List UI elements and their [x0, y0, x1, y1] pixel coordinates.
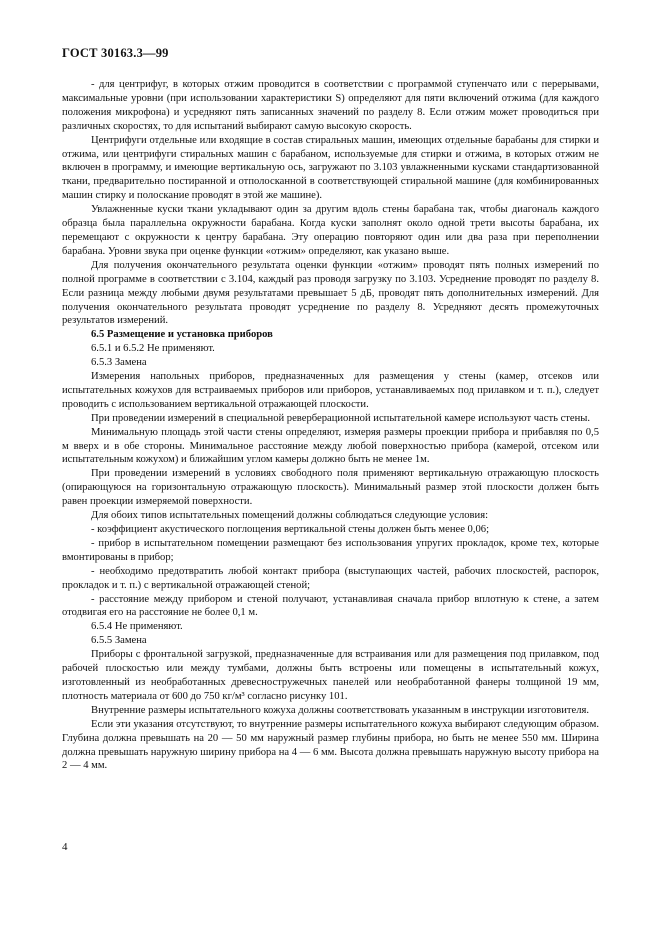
subsection-heading: 6.5.5 Замена — [91, 635, 147, 647]
paragraph: 6.5.1 и 6.5.2 Не применяют. — [91, 343, 215, 355]
paragraph: При проведении измерений в условиях свободного поля применяют вертикальную отражающую плоскость (опирающуюся на горизонтальную отражающую плоскость). Минимальный размер этой плоскости должен быть равен проекции измеряемой поверхности. — [62, 468, 599, 508]
list-item: - необходимо предотвратить любой контакт прибора (выступающих частей, рабочих плоскостей, распорок, прокладок и т. п.) с вертикальной отражающей стеной; — [62, 565, 599, 591]
paragraph: Внутренние размеры испытательного кожуха должны соответствовать указанным в инструкции изготовителя. — [91, 704, 590, 716]
list-item: - коэффициент акустического поглощения вертикальной стены должен быть менее 0,06; — [91, 524, 490, 535]
list-item: - прибор в испытательном помещении размещают без использования упругих прокладок, кроме тех, которые вмонтированы в прибор; — [62, 537, 599, 563]
paragraph: Увлажненные куски ткани укладывают один за другим вдоль стены барабана так, чтобы диагональ каждого образца была параллельна окружности барабана. Когда куски заполнят около одной трети высоты барабана, их перемещают с окружности к центру барабана. Эту операцию повторяют один или два раза при переполнении барабана. Уровни звука при оценке функции «отжим» определяют, как указано выше. — [62, 204, 599, 257]
paragraph: Если эти указания отсутствуют, то внутренние размеры испытательного кожуха выбирают следующим образом. Глубина должна превышать на 20 — 50 мм наружный размер глубины прибора, но быть не менее 550 мм. Ширина должна превышать наружную ширину прибора на 4 — 6 мм. Высота должна превышать наружную высоту прибора на 2 — 4 мм. — [62, 718, 599, 772]
paragraph: Измерения напольных приборов, предназначенных для размещения у стены (камер, отсеков или испытательных кожухов для встраиваемых приборов или приборов, устанавливаемых под прилавком и т. п.), следует проводить с использованием вертикальной отражающей плоскости. — [62, 371, 599, 410]
paragraph: Приборы с фронтальной загрузкой, предназначенные для встраивания или для размещения под прилавком, под рабочей плоскостью или между тумбами, должны быть встроены или помещены в испытательный кожух, изготовленный из необработанных древесностружечных панелей или необработанной фанеры толщиной 19 мм, плотность материала от 600 до 750 кг/м³ согласно рисунку 101. — [62, 649, 599, 702]
subsection-heading: 6.5.4 Не применяют. — [91, 621, 183, 633]
document-header: ГОСТ 30163.3—99 — [62, 46, 169, 60]
page-number: 4 — [62, 841, 68, 853]
paragraph: Минимальную площадь этой части стены определяют, измеряя размеры проекции прибора и прибавляя по 0,5 м вверх и в обе стороны. Минимальное расстояние между любой поверхностью прибора (камерой, отсеком или испытательным кожухом) и ближайшим углом камеры должно быть не менее 1м. — [62, 426, 599, 466]
paragraph: Центрифуги отдельные или входящие в состав стиральных машин, имеющих отдельные барабаны для стирки и отжима, или центрифуги стиральных машин с барабаном, используемые для стирки и отжима, в которых отжим не включен в программу, и имеющие вертикальную ось, загружают по 3.103 увлажненными кусками стандартизованной ткани, предварительно постиранной и отполосканной в соответствующей стиральной машине (для комбинированных машин стирку и полоскание проводят в этой же машине). — [62, 134, 599, 202]
paragraph: - для центрифуг, в которых отжим проводится в соответствии с программой ступенчато или с перерывами, максимальные уровни (при использовании характеристики S) определяют для пяти включений отжима (для каждого положения микрофона) и усредняют пять записанных значений по разделу 8. Если отжим может проводиться при различных скоростях, то для испытаний выбирают самую высокую скорость. — [62, 79, 599, 132]
document-body — [62, 78, 599, 773]
section-heading: 6.5 Размещение и установка приборов — [91, 329, 273, 341]
paragraph: Для обоих типов испытательных помещений должны соблюдаться следующие условия: — [91, 510, 489, 522]
list-item: - расстояние между прибором и стеной получают, устанавливая сначала прибор вплотную к стене, а затем отодвигая его на расстояние не более 0,1 м. — [62, 593, 599, 619]
paragraph: При проведении измерений в специальной реверберационной испытательной камере используют часть стены. — [91, 412, 591, 424]
paragraph: Для получения окончательного результата оценки функции «отжим» проводят пять полных измерений по полной программе в соответствии с 3.104, каждый раз проводя загрузку по 3.103. Усреднение проводят по разделу 8. Если разница между любыми двумя результатами превышает 5 дБ, проводят пять дополнительных измерений. Для получения окончательного результата проводят усреднение по разделу 8. Усредняют десять промежуточных результатов измерений. — [62, 259, 599, 327]
subsection-heading: 6.5.3 Замена — [91, 357, 147, 369]
